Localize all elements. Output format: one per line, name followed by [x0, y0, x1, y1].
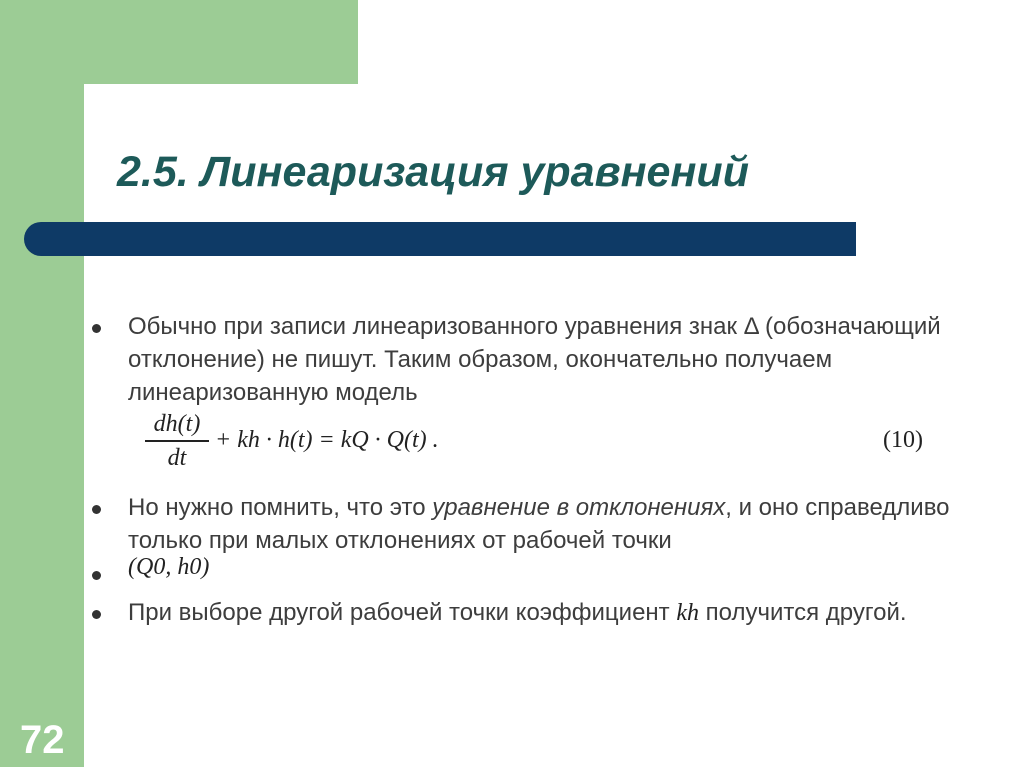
equation-number: (10) — [883, 427, 923, 453]
bullet-dot-icon — [92, 505, 101, 514]
bullet-4-text-before: При выборе другой рабочей точки коэффициент — [128, 599, 677, 626]
operating-point: (Q0, h0) — [128, 554, 210, 580]
fraction-denominator: dt — [167, 445, 187, 471]
bullet-1-text: Обычно при записи линеаризованного уравнения знак Δ (обозначающий отклонение) не пишут. Таким образом, окончательно получаем линеаризованную модель — [128, 313, 941, 406]
bullet-dot-icon — [92, 610, 101, 619]
equation-rest: + kh · h(t) = kQ · Q(t) . — [215, 427, 439, 453]
page-number: 72 — [20, 718, 65, 762]
bullet-4-text-after: получится другой. — [699, 599, 907, 626]
bullet-item-2 — [90, 491, 990, 557]
bullet-item-4 — [90, 596, 990, 630]
coefficient-kh: kh — [676, 600, 699, 626]
bullet-dot-icon — [92, 571, 101, 580]
title-underline-bar — [24, 222, 856, 256]
bullet-2-emphasis: уравнение в отклонениях — [432, 494, 726, 521]
equation-10 — [145, 409, 990, 479]
slide-content — [90, 310, 990, 630]
fraction-bar — [145, 440, 209, 442]
bullet-2-text-after: , и оно справедливо только при малых отклонениях от рабочей точки — [128, 494, 950, 554]
bullet-item-1 — [90, 310, 990, 409]
derivative-fraction — [145, 411, 209, 472]
green-side-band — [0, 0, 84, 767]
fraction-numerator: dh(t) — [153, 411, 201, 437]
bullet-item-3 — [90, 554, 990, 590]
bullet-dot-icon — [92, 324, 101, 333]
slide-title: 2.5. Линеаризация уравнений — [117, 148, 749, 196]
bullet-2-text-before: Но нужно помнить, что это — [128, 494, 433, 521]
green-top-band — [0, 0, 358, 84]
